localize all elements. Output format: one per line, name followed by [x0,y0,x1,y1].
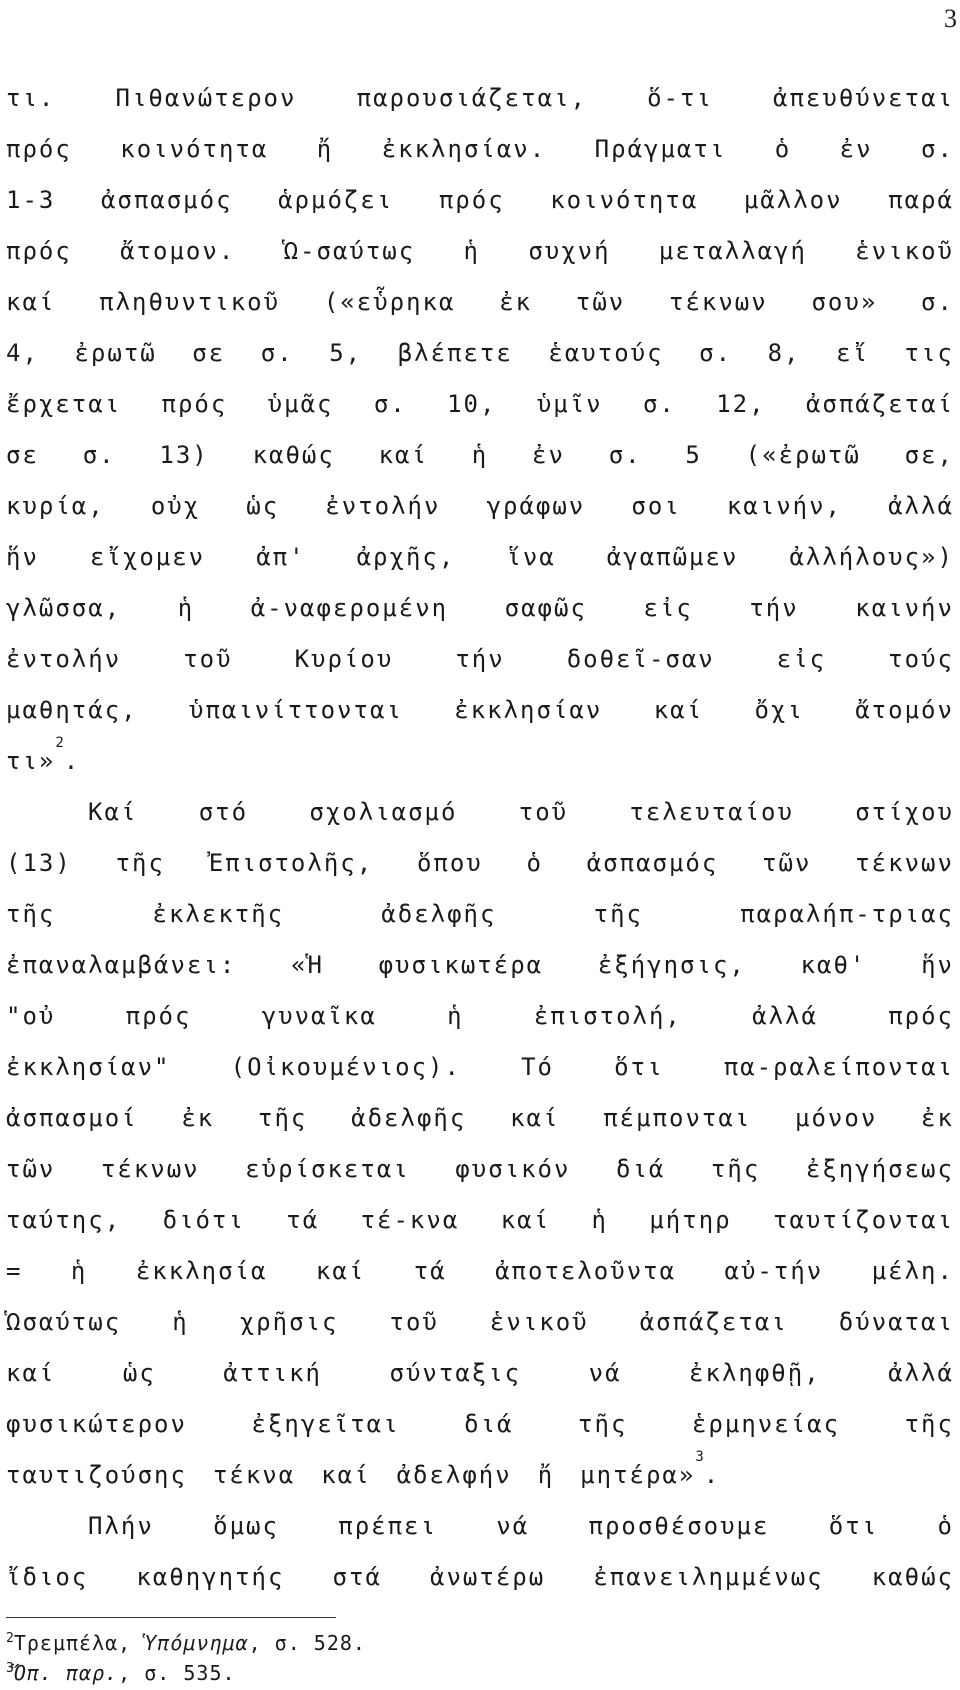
word: καινήν [855,594,954,622]
word: φυσικωτέρα [378,951,544,979]
word: κοινότητα [550,186,699,214]
word: δοθεῖ-σαν [566,645,715,673]
word: Ὡσαύτως [6,1308,122,1336]
word: τέκνα [212,1461,296,1489]
word: σ. [921,288,954,316]
word: τοῦ [518,798,569,826]
word: μέλη. [871,1257,954,1285]
word: πρός [161,390,228,418]
word: σύνταξις [389,1359,522,1387]
word: σ. [642,390,676,418]
word: πληθυντικοῦ [99,288,281,316]
word: ἤ [316,135,334,163]
word: ἐκληφθῇ, [689,1359,821,1387]
word: τις [904,339,954,367]
word: ὅπου [416,849,483,877]
word: τοῦ [183,645,233,673]
word: ἡ [591,1206,608,1234]
footnote-3 [6,1658,954,1688]
word: ἐν [532,441,565,469]
word: ἀλλά [888,1359,954,1387]
word: γράφων [486,492,586,520]
word: ὅ-τι [647,84,713,112]
word: 5, [329,339,363,367]
text-line [6,488,954,539]
word: Ὡ-σαύτως [283,237,416,265]
footnote-text: , σ. 528. [248,1631,366,1655]
word: ὄχι [754,696,804,724]
word: Ἐπιστολῆς, [208,849,374,877]
word: ἐξηγεῖται [251,1410,400,1438]
word: σου» [811,288,878,316]
word: (Οἰκουμένιος). [230,1053,461,1081]
word: εἰς [776,645,827,673]
word: προσθέσουμε [588,1512,770,1540]
word: τήν [455,645,505,673]
text-line [6,386,954,437]
word: καινήν, [726,492,842,520]
word: μᾶλλον [743,186,843,214]
word: τι» [6,747,56,775]
word: καθώς [252,441,335,469]
word: ὡς [246,492,280,520]
word: ἑνικοῦ [489,1308,589,1336]
text-line [6,735,954,794]
word: («ἐρωτῶ [745,441,861,469]
word: ἤ [537,1461,555,1489]
word: ταύτης, [6,1206,122,1234]
word: καί [6,1359,56,1387]
word: πα-ραλείπονται [723,1053,954,1081]
word: εἰς [643,594,693,622]
word: μητέρα» [580,1461,696,1489]
word: Τό [521,1053,555,1081]
word: σ. [260,339,294,367]
word: ἀλλά [888,492,954,520]
word: ἐξήγησις, [597,951,746,979]
text-line [6,794,954,845]
word: καί [315,1257,366,1285]
word: μήτηρ [649,1206,732,1234]
word: φυσικόν [455,1155,571,1183]
word: ἀσπάζεταί [805,390,954,418]
word: νά [588,1359,622,1387]
footnote-reference: 2 [55,735,64,751]
text-line [6,182,954,233]
word: ἀποτελοῦντα [495,1257,677,1285]
word: ἀσπασμός [586,849,719,877]
word: ὁ [937,1512,954,1540]
word: τέ-κνα [360,1206,460,1234]
word: πρός [888,1002,954,1030]
word: γλῶσσα, [6,594,122,622]
word: κοινότητα [120,135,269,163]
footnote-text: Τρεμπέλα, [13,1631,145,1655]
word: σ. [608,441,642,469]
word: ἐκκλησίαν. [381,135,547,163]
word: ἐξηγήσεως [805,1155,954,1183]
word: τῆς [578,1410,628,1438]
word: ἀρχῆς, [356,543,456,571]
punctuation: . [63,747,81,775]
text-line [6,1406,954,1457]
word: ἀσπάζεται [639,1308,788,1336]
footnote-text: , σ. 535. [118,1661,236,1685]
word: τῆς [115,849,165,877]
word: μεταλλαγή [658,237,807,265]
word: (13) [6,849,72,877]
word: τούς [888,645,954,673]
word: ἀπευθύνεται [773,84,954,112]
word: σ. [699,339,733,367]
word: στίχου [855,798,954,826]
word: ἑαυτούς [548,339,664,367]
word: ἐντολήν [6,645,122,673]
text-line [6,233,954,284]
word: τῆς [904,1410,954,1438]
word: ἐρωτῶ [74,339,157,367]
text-line [6,1151,954,1202]
text-line [6,1304,954,1355]
word: σ. [82,441,116,469]
word: μόνον [795,1104,878,1132]
word: πρέπει [338,1512,437,1540]
word: ὁ [526,849,543,877]
word: ἀδελφῆς [351,1104,467,1132]
word: αὐ-τήν [724,1257,824,1285]
word: πρός [6,237,72,265]
footnote-reference: 3 [695,1449,704,1465]
word: τέκνων [855,849,954,877]
text-line [6,1355,954,1406]
word: πέμπονται [603,1104,752,1132]
body-text [6,80,954,1610]
word: σ. [373,390,407,418]
word: ἁρμόζει [278,186,394,214]
word: καί [500,1206,551,1234]
word: ἐπανειλημμένως [593,1563,824,1591]
footnote-2 [6,1628,954,1658]
text-line [6,692,954,743]
word: ἑρμηνείας [691,1410,841,1438]
word: τῆς [6,900,56,928]
text-line [6,539,954,590]
word: Καί [88,798,138,826]
word: ὅμως [213,1512,279,1540]
word: τοῦ [389,1308,439,1336]
word: = [6,1257,23,1285]
word: ὑμᾶς [267,390,334,418]
text-line [6,1049,954,1100]
word: 5 [685,441,702,469]
word: ὁ [774,135,792,163]
word: σαφῶς [504,594,587,622]
text-line [6,80,954,131]
word: φυσικώτερον [6,1410,187,1438]
word: τέκνων [100,1155,200,1183]
word: Πλήν [88,1512,154,1540]
word: 13) [159,441,209,469]
word: παρουσιάζεται, [356,84,587,112]
word: ἡ [447,1002,464,1030]
word: ἀδελφήν [396,1461,512,1489]
word: καί [321,1461,371,1489]
word: διότι [162,1206,245,1234]
word: ἥν [921,951,954,979]
word: ὡς [122,1359,156,1387]
word: "οὐ [6,1002,56,1030]
word: ἥν [6,543,39,571]
word: καί [510,1104,560,1132]
word: διά [464,1410,514,1438]
word: ἐκ [499,288,533,316]
word: ἀ-ναφερομένη [250,594,449,622]
text-line [6,947,954,998]
word: τι. [6,84,56,112]
word: τῶν [6,1155,56,1183]
word: τά [413,1257,447,1285]
word: καί [6,288,56,316]
word: 1-3 [6,186,56,214]
word: ἑνικοῦ [855,237,954,265]
word: ἐπιστολή, [533,1002,682,1030]
word: πρός [125,1002,192,1030]
word: ἐπαναλαμβάνει: [6,951,237,979]
word: σχολιασμό [309,798,458,826]
word: 4, [6,339,39,367]
text-line [6,845,954,896]
word: ἐκ [181,1104,215,1132]
word: ἀττική [223,1359,322,1387]
word: καθ' [800,951,867,979]
word: στό [198,798,249,826]
word: καθηγητής [136,1563,285,1591]
word: ἄτομόν [855,696,954,724]
word: τελευταίου [629,798,794,826]
footnote-divider [6,1617,336,1618]
footnote-mark: 3 [6,1661,14,1676]
word: τήν [749,594,799,622]
word: σοι [631,492,681,520]
word: ἔρχεται [6,390,122,418]
word: ἐντολήν [325,492,441,520]
word: ἀγαπῶμεν [606,543,739,571]
text-line [6,1508,954,1559]
word: Πιθανώτερον [115,84,297,112]
word: σε [192,339,226,367]
text-line [6,335,954,386]
word: ὅτι [828,1512,879,1540]
word: παραλήπ-τριας [740,900,954,928]
word: βλέπετε [397,339,513,367]
word: ὑμῖν [536,390,603,418]
page-number: 3 [944,4,957,33]
word: Πράγματι [594,135,727,163]
word: μαθητάς, [6,696,138,724]
word: 8, [767,339,801,367]
word: σε [6,441,39,469]
text-line [6,1559,954,1610]
word: ταυτίζονται [773,1206,954,1234]
word: ἀδελφῆς [381,900,497,928]
word: στά [332,1563,382,1591]
word: ἀλλά [752,1002,818,1030]
word: ἐκλεκτῆς [152,900,285,928]
text-line [6,590,954,641]
word: ὅτι [614,1053,664,1081]
word: Κυρίου [294,645,394,673]
word: ἐκκλησίαν [454,696,603,724]
word: («εὗρηκα [323,288,456,316]
word: ἡ [471,441,489,469]
text-line [6,1100,954,1151]
word: 12, [716,390,766,418]
word: σε, [904,441,954,469]
text-line [6,284,954,335]
word: ἐκκλησίαν" [6,1053,171,1081]
word: καθώς [871,1563,954,1591]
word: ἀνωτέρω [430,1563,546,1591]
word: οὐχ [150,492,201,520]
word: εἴ [836,339,869,367]
word: τῆς [258,1104,308,1132]
word: τέκνων [669,288,768,316]
text-line [6,131,954,182]
word: ὑπαινίττονται [189,696,403,724]
word: πρός [438,186,505,214]
word: ἴδιος [6,1563,89,1591]
word: γυναῖκα [261,1002,377,1030]
text-line [6,1449,954,1508]
word: ἵνα [506,543,556,571]
word: εἴχομεν [89,543,206,571]
word: συχνή [528,237,611,265]
word: τῶν [575,288,626,316]
word: παρά [888,186,954,214]
text-line [6,998,954,1049]
word: ἡ [172,1308,189,1336]
text-line [6,1253,954,1304]
punctuation: . [703,1461,721,1489]
word: ἐκ [921,1104,954,1132]
word: νά [496,1512,530,1540]
footnote-mark: 2 [6,1631,14,1646]
word: 10, [447,390,497,418]
word: ἐκκλησία [135,1257,268,1285]
word: καί [653,696,704,724]
word: καί [378,441,428,469]
word: ἀλλήλους») [789,543,954,571]
word: ἡ [70,1257,88,1285]
word: δύναται [838,1308,954,1336]
word: τῶν [762,849,812,877]
word: διά [616,1155,666,1183]
text-line [6,437,954,488]
word: ἀσπασμοί [6,1104,138,1132]
word: χρῆσις [239,1308,339,1336]
footnotes [6,1628,954,1688]
text-line [6,1202,954,1253]
word: «Ἡ [291,951,324,979]
word: ἡ [463,237,480,265]
word: ἐν [839,135,873,163]
word: ἡ [177,594,195,622]
footnote-title: Ὑπόμνημα [144,1631,249,1655]
word: ἀπ' [256,543,306,571]
text-line [6,896,954,947]
word: κυρία, [6,492,105,520]
word: σ. [921,135,954,163]
word: εὑρίσκεται [245,1155,410,1183]
word: ἄτομον. [120,237,236,265]
text-line [6,641,954,692]
word: τῆς [710,1155,761,1183]
word: ἀσπασμός [100,186,233,214]
footnote-title: Ὅπ. παρ. [13,1661,119,1685]
word: ταυτιζούσης [6,1461,187,1489]
word: πρός [6,135,72,163]
word: τά [286,1206,320,1234]
word: τῆς [593,900,643,928]
